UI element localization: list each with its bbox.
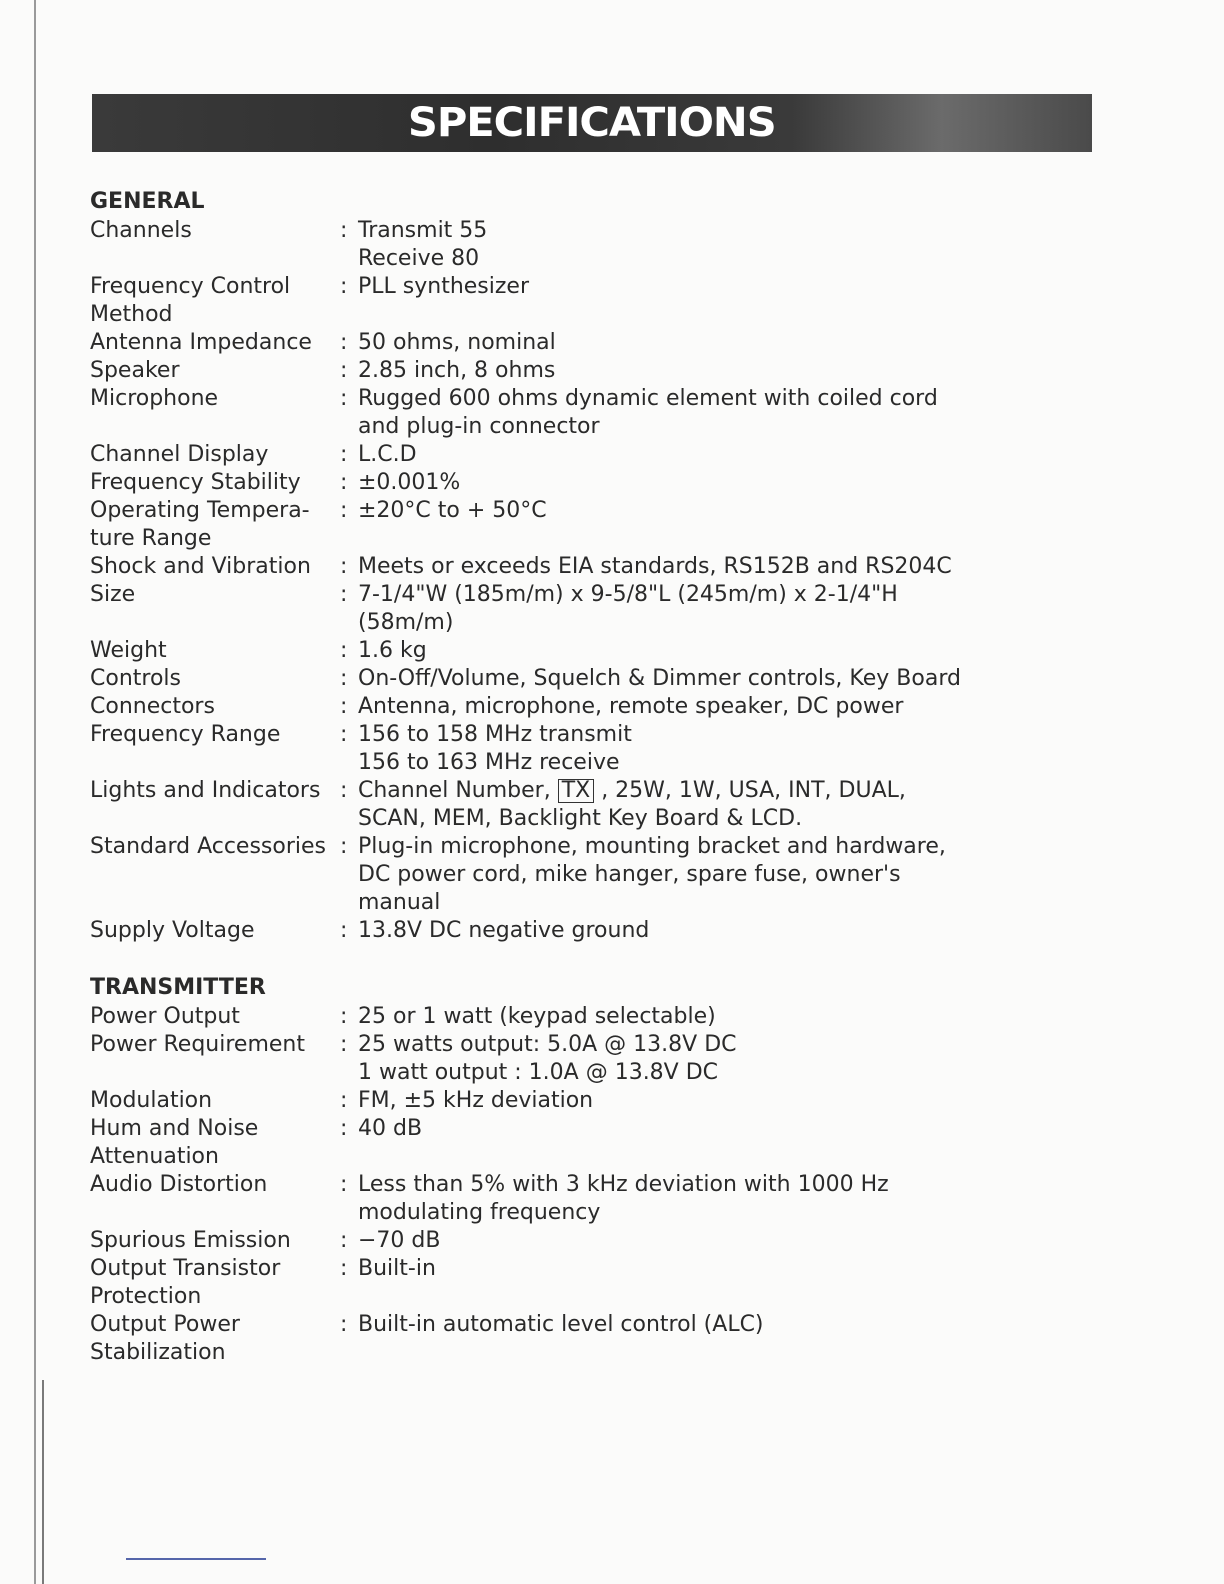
spec-label: Shock and Vibration — [90, 554, 311, 579]
spec-row — [90, 1003, 1090, 1031]
spec-value: Transmit 55 Receive 80 — [358, 218, 488, 271]
spec-row — [90, 441, 1090, 469]
spec-value: Less than 5% with 3 kHz deviation with 1000 Hz modulating frequency — [358, 1172, 889, 1225]
spec-separator: : — [340, 638, 348, 663]
spec-label: Power Requirement — [90, 1032, 305, 1057]
spec-label: Modulation — [90, 1088, 213, 1113]
spec-value: Built-in — [358, 1256, 436, 1281]
spec-row — [90, 777, 1090, 833]
spec-value: 40 dB — [358, 1116, 423, 1141]
page-title: SPECIFICATIONS — [408, 100, 776, 146]
tx-indicator-box: TX — [558, 779, 595, 803]
transmitter-section — [90, 973, 1090, 1367]
spec-separator: : — [340, 470, 348, 495]
spec-value-text: , 25W, 1W, USA, INT, DUAL, SCAN, MEM, Backlight Key Board & LCD. — [358, 778, 906, 831]
spec-value: ±20°C to + 50°C — [358, 498, 547, 523]
general-section — [90, 187, 1090, 945]
spec-separator: : — [340, 918, 348, 943]
spec-row — [90, 1171, 1090, 1227]
spec-label: Power Output — [90, 1004, 240, 1029]
spec-row — [90, 917, 1090, 945]
spec-value: PLL synthesizer — [358, 274, 530, 299]
spec-value-text: Channel Number, — [358, 778, 558, 803]
spec-label: Channel Display — [90, 442, 269, 467]
spec-row — [90, 469, 1090, 497]
spec-label: Audio Distortion — [90, 1172, 268, 1197]
spec-row — [90, 217, 1090, 273]
page-edge — [34, 0, 48, 1584]
spec-label: Output Power Stabilization — [90, 1312, 240, 1365]
spec-row — [90, 693, 1090, 721]
spec-label: Spurious Emission — [90, 1228, 291, 1253]
spec-separator: : — [340, 1172, 348, 1197]
page-edge-inner — [42, 1380, 48, 1584]
spec-row — [90, 1227, 1090, 1255]
spec-separator: : — [340, 498, 348, 523]
spec-row — [90, 833, 1090, 917]
spec-row — [90, 1087, 1090, 1115]
spec-label: Output Transistor Protection — [90, 1256, 281, 1309]
spec-label: Frequency Stability — [90, 470, 301, 495]
spec-row — [90, 1031, 1090, 1087]
spec-separator: : — [340, 778, 348, 803]
spec-separator: : — [340, 442, 348, 467]
spec-value: 25 watts output: 5.0A @ 13.8V DC 1 watt output : 1.0A @ 13.8V DC — [358, 1032, 737, 1085]
spec-label: Standard Accessories — [90, 834, 327, 859]
spec-label: Connectors — [90, 694, 215, 719]
spec-value: Rugged 600 ohms dynamic element with coiled cord and plug-in connector — [358, 386, 938, 439]
spec-value: 2.85 inch, 8 ohms — [358, 358, 556, 383]
spec-separator: : — [340, 834, 348, 859]
spec-label: Speaker — [90, 358, 180, 383]
spec-label: Controls — [90, 666, 181, 691]
spec-label: Size — [90, 582, 136, 607]
spec-row — [90, 1311, 1090, 1367]
spec-value — [358, 777, 1090, 833]
spec-separator: : — [340, 358, 348, 383]
spec-separator: : — [340, 274, 348, 299]
spec-label: Channels — [90, 218, 192, 243]
spec-label: Frequency Range — [90, 722, 281, 747]
general-heading: GENERAL — [90, 189, 205, 214]
spec-value: 7-1/4"W (185m/m) x 9-5/8"L (245m/m) x 2-1/4"H (58m/m) — [358, 582, 898, 635]
spec-separator: : — [340, 1088, 348, 1113]
spec-separator: : — [340, 1312, 348, 1337]
spec-row — [90, 497, 1090, 553]
transmitter-spec-list — [90, 1003, 1090, 1367]
spec-separator: : — [340, 1116, 348, 1141]
spec-value: 156 to 158 MHz transmit 156 to 163 MHz receive — [358, 722, 632, 775]
spec-label: Operating Tempera- ture Range — [90, 498, 310, 551]
spec-label: Weight — [90, 638, 167, 663]
spec-label: Frequency Control Method — [90, 274, 291, 327]
spec-label: Supply Voltage — [90, 918, 255, 943]
spec-separator: : — [340, 1004, 348, 1029]
spec-row — [90, 329, 1090, 357]
spec-label: Microphone — [90, 386, 219, 411]
spec-label: Antenna Impedance — [90, 330, 312, 355]
spec-separator: : — [340, 666, 348, 691]
spec-row — [90, 1115, 1090, 1171]
spec-value: Meets or exceeds EIA standards, RS152B and RS204C — [358, 554, 952, 579]
spec-row — [90, 357, 1090, 385]
spec-separator: : — [340, 722, 348, 747]
spec-value: On-Off/Volume, Squelch & Dimmer controls, Key Board — [358, 666, 961, 691]
spec-row — [90, 385, 1090, 441]
spec-separator: : — [340, 330, 348, 355]
spec-separator: : — [340, 218, 348, 243]
spec-row — [90, 637, 1090, 665]
spec-value: FM, ±5 kHz deviation — [358, 1088, 594, 1113]
spec-row — [90, 721, 1090, 777]
spec-separator: : — [340, 1256, 348, 1281]
spec-row — [90, 1255, 1090, 1311]
spec-row — [90, 273, 1090, 329]
spec-separator: : — [340, 1032, 348, 1057]
transmitter-heading: TRANSMITTER — [90, 975, 266, 1000]
spec-value: ±0.001% — [358, 470, 461, 495]
general-spec-list — [90, 217, 1090, 945]
spec-value: Plug-in microphone, mounting bracket and hardware, DC power cord, mike hanger, spare fuse, owner's manual — [358, 834, 946, 915]
spec-value: 13.8V DC negative ground — [358, 918, 650, 943]
spec-value: −70 dB — [358, 1228, 441, 1253]
spec-row — [90, 553, 1090, 581]
spec-separator: : — [340, 1228, 348, 1253]
footer-rule — [126, 1558, 266, 1560]
spec-label: Hum and Noise Attenuation — [90, 1116, 259, 1169]
spec-row — [90, 581, 1090, 637]
spec-value: 50 ohms, nominal — [358, 330, 556, 355]
spec-value: L.C.D — [358, 442, 417, 467]
title-banner — [92, 94, 1092, 152]
spec-separator: : — [340, 386, 348, 411]
spec-separator: : — [340, 554, 348, 579]
spec-value: Antenna, microphone, remote speaker, DC power — [358, 694, 904, 719]
spec-row — [90, 665, 1090, 693]
spec-value: Built-in automatic level control (ALC) — [358, 1312, 764, 1337]
spec-label: Lights and Indicators — [90, 778, 321, 803]
spec-separator: : — [340, 694, 348, 719]
spec-separator: : — [340, 582, 348, 607]
spec-value: 25 or 1 watt (keypad selectable) — [358, 1004, 716, 1029]
spec-value: 1.6 kg — [358, 638, 427, 663]
